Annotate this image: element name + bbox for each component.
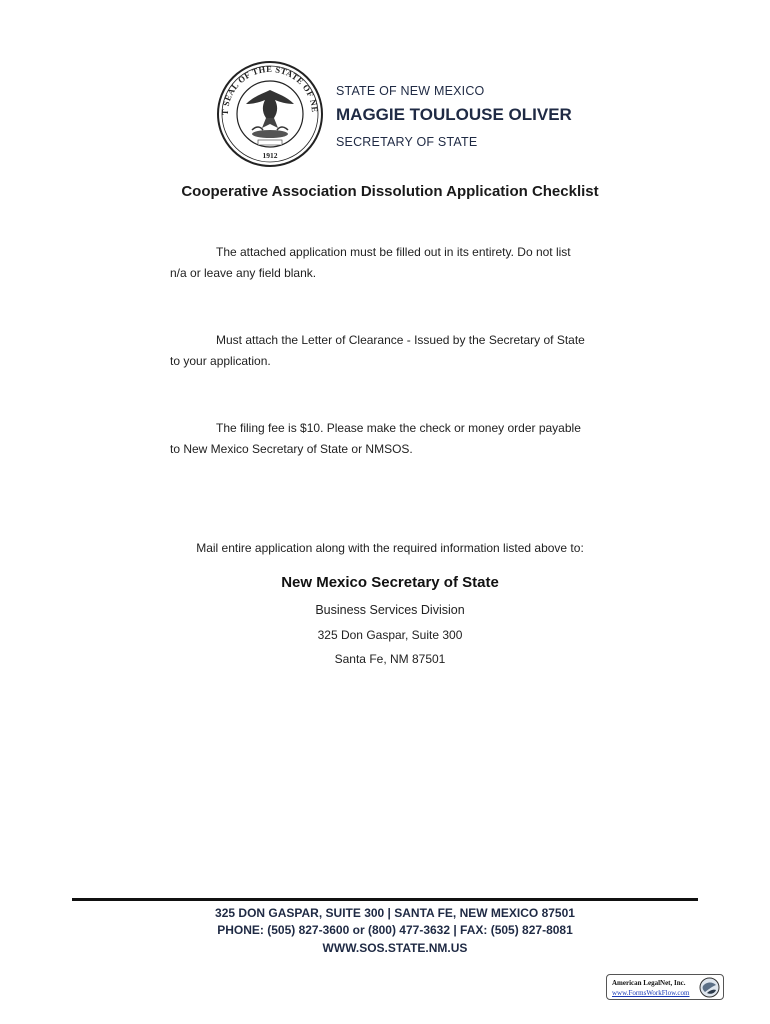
document-title: Cooperative Association Dissolution Application Checklist <box>181 183 599 200</box>
badge-company: American LegalNet, Inc. <box>612 979 686 987</box>
seal-year: 1912 <box>262 151 278 160</box>
seal-arc-text: T SEAL OF THE STATE OF NE <box>219 63 321 116</box>
address-street: 325 Don Gaspar, Suite 300 <box>317 628 463 642</box>
checklist-item-line2: to New Mexico Secretary of State or NMSOS. <box>170 442 413 456</box>
checklist-item-line2: to your application. <box>170 354 271 368</box>
letterhead-official-name: MAGGIE TOULOUSE OLIVER <box>336 105 572 124</box>
badge-link[interactable]: www.FormsWorkFlow.com <box>612 989 690 997</box>
state-seal <box>216 60 324 168</box>
footer-divider <box>72 898 698 901</box>
globe-icon <box>699 977 720 998</box>
address-organization: New Mexico Secretary of State <box>281 574 499 591</box>
address-division: Business Services Division <box>315 603 465 617</box>
address-city: Santa Fe, NM 87501 <box>334 652 446 666</box>
letterhead-official-title: SECRETARY OF STATE <box>336 135 478 149</box>
seal-icon <box>216 60 324 168</box>
mail-instruction: Mail entire application along with the required information listed above to: <box>196 541 584 555</box>
footer-address: 325 DON GASPAR, SUITE 300 | SANTA FE, NEW MEXICO 87501 <box>215 906 575 920</box>
footer-phone: PHONE: (505) 827-3600 or (800) 477-3632 | FAX: (505) 827-8081 <box>217 923 573 937</box>
checklist-item <box>170 418 610 460</box>
checklist-item <box>170 242 610 284</box>
footer-website[interactable]: WWW.SOS.STATE.NM.US <box>322 941 468 955</box>
checklist-item-line1: The filing fee is $10. Please make the check or money order payable <box>216 421 581 435</box>
checklist-item <box>170 330 610 372</box>
american-legalnet-badge[interactable] <box>606 974 724 1000</box>
checklist-item-line1: The attached application must be filled out in its entirety. Do not list <box>216 245 571 259</box>
letterhead-state: STATE OF NEW MEXICO <box>336 84 485 98</box>
checklist-item-line2: n/a or leave any field blank. <box>170 266 317 280</box>
checklist-item-line1: Must attach the Letter of Clearance - Issued by the Secretary of State <box>216 333 585 347</box>
